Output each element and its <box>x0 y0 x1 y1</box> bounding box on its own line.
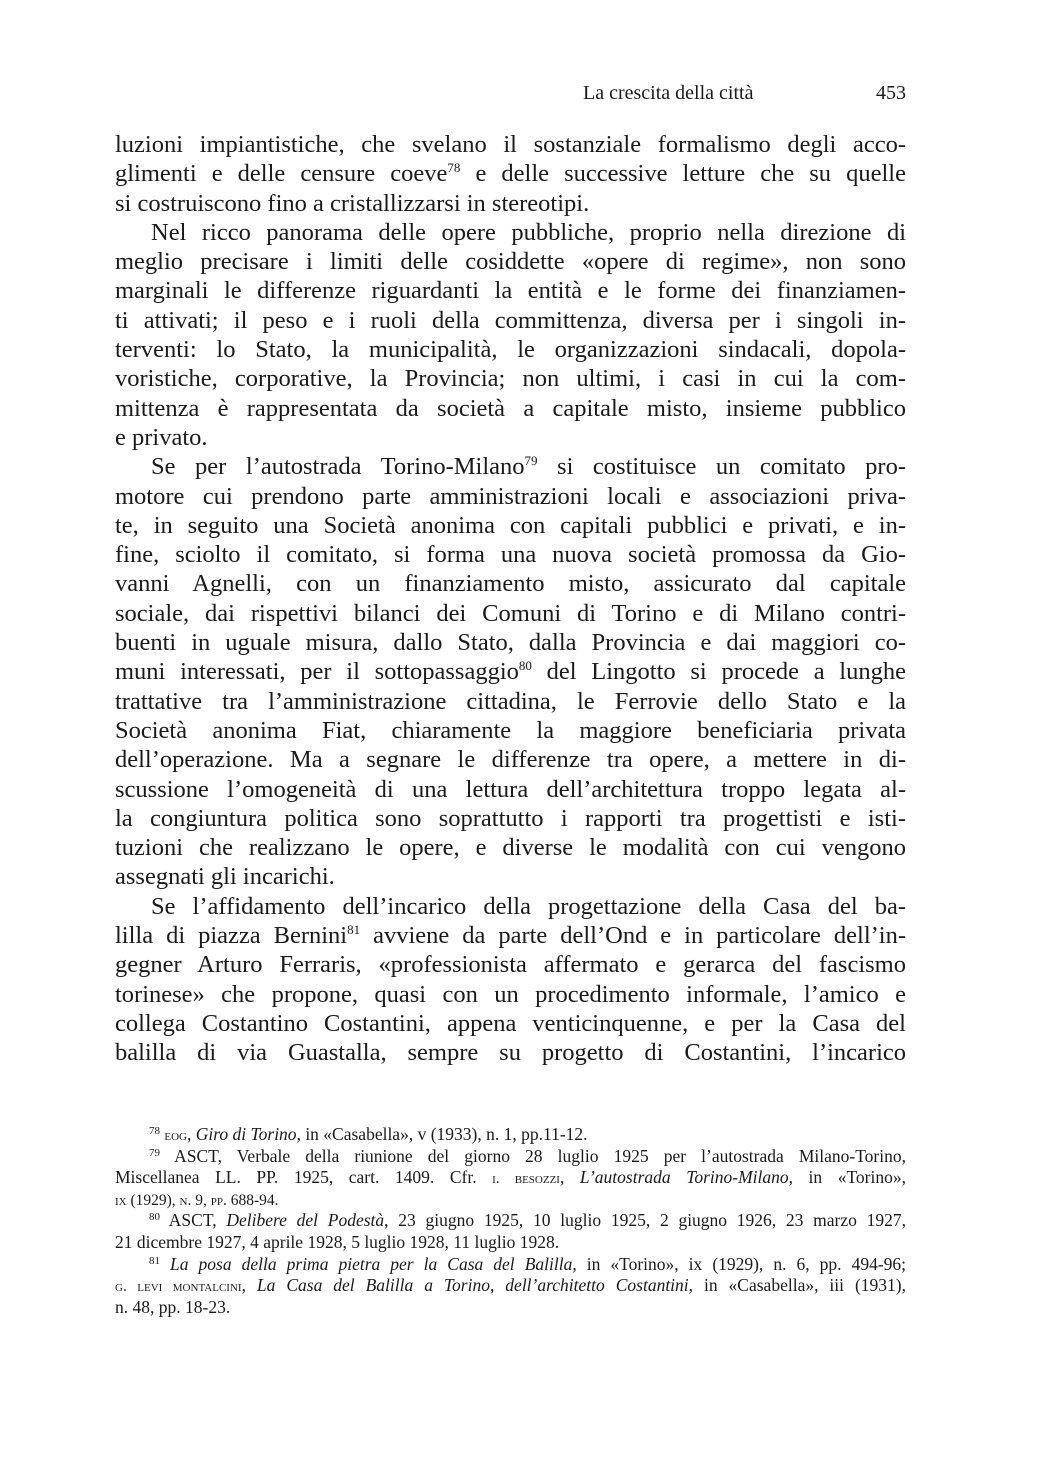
footnote-80-line: 21 dicembre 1927, 4 aprile 1928, 5 luglio 1928, 11 luglio 1928. <box>115 1231 560 1252</box>
body-line: lilla di piazza Bernini$^{81}$ avviene da parte dell’Ond e in particolare dell’in- <box>115 922 906 950</box>
footnote-ref: 78 <box>447 160 461 176</box>
body-line: balilla di via Guastalla, sempre su progetto di Costantini, l’incarico <box>115 1039 906 1067</box>
body-line: vanni Agnelli, con un finanziamento misto, assicurato dal capitale <box>115 570 906 598</box>
body-line: si costruiscono fino a cristallizzarsi in stereotipi. <box>115 189 590 217</box>
page-number: 453 <box>876 82 906 104</box>
body-line: motore cui prendono parte amministrazioni locali e associazioni priva- <box>115 482 906 510</box>
footnote-81-line: n. 48, pp. 18-23. <box>115 1296 231 1317</box>
body-line: la congiuntura politica sono soprattutto i rapporti tra progettisti e isti- <box>115 804 906 832</box>
body-line: scussione l’omogeneità di una lettura dell’architettura troppo legata al- <box>115 775 906 803</box>
footnote-ref: 81 <box>347 922 361 938</box>
footnote-ref: 79 <box>524 453 538 469</box>
footnote-79-line: Miscellanea LL. PP. 1925, cart. 1409. Cfr. i. besozzi, L’autostrada Torino-Milano, in «Torino», <box>115 1167 906 1188</box>
running-header <box>583 82 906 112</box>
body-text <box>115 130 906 1068</box>
body-line: meglio precisare i limiti delle cosiddette «opere di regime», non sono <box>115 248 906 276</box>
body-line: Nel ricco panorama delle opere pubbliche, proprio nella direzione di <box>151 218 906 246</box>
body-line: trattative tra l’amministrazione cittadina, le Ferrovie dello Stato e la <box>115 687 906 715</box>
footnote-79: $^{79}$ ASCT, Verbale della riunione del giorno 28 luglio 1925 per l’autostrada Milano-Torino, <box>149 1145 906 1166</box>
footnote-79-line: ix (1929), n. 9, pp. 688-94. <box>115 1191 279 1209</box>
running-title: La crescita della città <box>583 82 754 104</box>
body-line: marginali le differenze riguardanti la entità e le forme dei finanziamen- <box>115 277 906 305</box>
body-line: Società anonima Fiat, chiaramente la maggiore beneficiaria privata <box>115 716 906 744</box>
body-line: sociale, dai rispettivi bilanci dei Comuni di Torino e di Milano contri- <box>115 599 906 627</box>
body-line: fine, sciolto il comitato, si forma una nuova società promossa da Gio- <box>115 541 906 569</box>
body-line: ti attivati; il peso e i ruoli della committenza, diversa per i singoli in- <box>115 306 906 334</box>
body-line: glimenti e delle censure coeve$^{78}$ e delle successive letture che su quelle <box>115 160 906 188</box>
body-line: gegner Arturo Ferraris, «professionista affermato e gerarca del fascismo <box>115 951 906 979</box>
body-line: Se l’affidamento dell’incarico della progettazione della Casa del ba- <box>151 892 906 920</box>
footnote-78: $^{78}$ eog, Giro di Torino, in «Casabella», v (1933), n. 1, pp.11-12. <box>149 1124 588 1144</box>
body-line: mittenza è rappresentata da società a capitale misto, insieme pubblico <box>115 394 906 422</box>
footnotes <box>115 1124 906 1318</box>
body-line: luzioni impiantistiche, che svelano il sostanziale formalismo degli acco- <box>115 131 906 158</box>
body-line: muni interessati, per il sottopassaggio$^{80}$ del Lingotto si procede a lunghe <box>115 658 906 686</box>
body-line: voristiche, corporative, la Provincia; non ultimi, i casi in cui la com- <box>115 365 906 393</box>
body-line: terventi: lo Stato, la municipalità, le organizzazioni sindacali, dopola- <box>115 336 906 364</box>
body-line: Se per l’autostrada Torino-Milano$^{79}$ si costituisce un comitato pro- <box>151 453 906 481</box>
footnote-ref: 80 <box>518 658 532 674</box>
body-line: collega Costantino Costantini, appena venticinquenne, e per la Casa del <box>115 1009 906 1037</box>
body-line: torinese» che propone, quasi con un procedimento informale, l’amico e <box>115 980 906 1008</box>
footnote-80: $^{80}$ ASCT, Delibere del Podestà, 23 giugno 1925, 10 luglio 1925, 2 giugno 1926, 23 marzo 1927, <box>149 1210 906 1231</box>
body-line: dell’operazione. Ma a segnare le differenze tra opere, a mettere in di- <box>115 746 906 774</box>
footnote-81-line: g. levi montalcini, La Casa del Balilla a Torino, dell’architetto Costantini, in «Casabella», iii (1931), <box>115 1275 906 1296</box>
body-line: e privato. <box>115 423 208 451</box>
body-line: assegnati gli incarichi. <box>115 863 335 891</box>
body-line: buenti in uguale misura, dallo Stato, dalla Provincia e dai maggiori co- <box>115 629 906 657</box>
body-line: te, in seguito una Società anonima con capitali pubblici e privati, e in- <box>115 511 906 539</box>
body-line: tuzioni che realizzano le opere, e diverse le modalità con cui vengono <box>115 834 906 862</box>
footnote-81: $^{81}$ La posa della prima pietra per la Casa del Balilla, in «Torino», ix (1929), n. 6, pp. 494-96; <box>149 1253 906 1274</box>
